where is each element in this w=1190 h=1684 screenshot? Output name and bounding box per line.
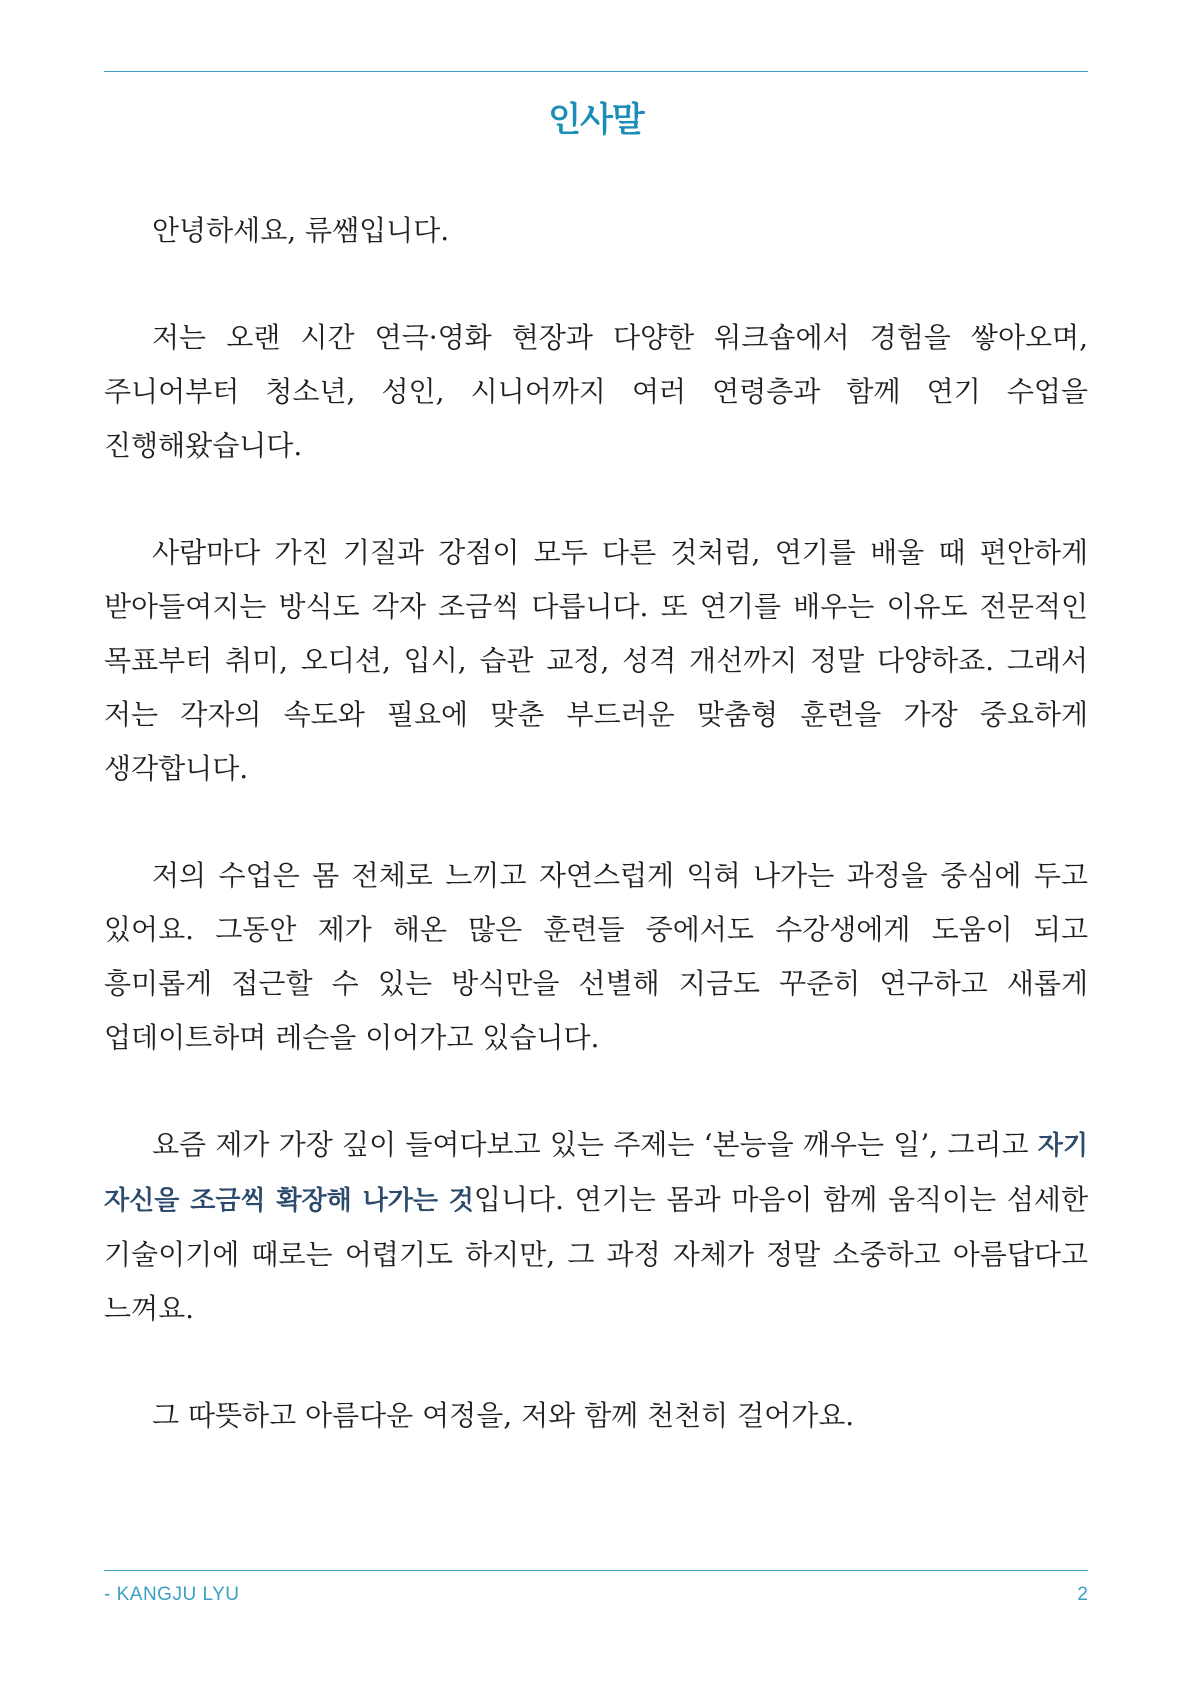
page-title: 인사말: [548, 100, 644, 140]
footer-author: - KANGJU LYU: [104, 1584, 240, 1605]
paragraph-greeting: 안녕하세요, 류쌤입니다.: [152, 214, 450, 247]
paragraph-experience: 저는 오랜 시간 연극·영화 현장과 다양한 워크숍에서 경험을 쌓아오며, 주니어부터 청소년, 성인, 시니어까지 여러 연령층과 함께 연기 수업을 진행해왔습니다.: [104, 321, 1088, 462]
header-divider: [104, 71, 1088, 72]
paragraph-current-focus: [104, 1118, 1088, 1336]
paragraph-class-method: 저의 수업은 몸 전체로 느끼고 자연스럽게 익혀 나가는 과정을 중심에 두고 있어요. 그동안 제가 해온 많은 훈련들 중에서도 수강생에게 도움이 되고 흥미롭게 접근할 수 있는 방식만을 선별해 지금도 꾸준히 연구하고 새롭게 업데이트하며 레슨을 이어가고 있습니다.: [104, 859, 1089, 1054]
greeting-body: [104, 204, 1088, 1496]
footer-divider: [104, 1570, 1088, 1571]
focus-text-after: 입니다. 연기는 몸과 마음이 함께 움직이는 섬세한 기술이기에 때로는 어렵기도 하지만, 그 과정 자체가 정말 소중하고 아름답다고 느껴요.: [104, 1183, 1088, 1325]
focus-text-before: 요즘 제가 가장 깊이 들여다보고 있는 주제는 ‘본능을 깨우는 일’, 그리고: [152, 1128, 1038, 1161]
paragraph-closing: 그 따뜻하고 아름다운 여정을, 저와 함께 천천히 걸어가요.: [152, 1399, 855, 1432]
paragraph-approach: 사람마다 가진 기질과 강점이 모두 다른 것처럼, 연기를 배울 때 편안하게 받아들여지는 방식도 각자 조금씩 다릅니다. 또 연기를 배우는 이유도 전문적인 목표부터 취미, 오디션, 입시, 습관 교정, 성격 개선까지 정말 다양하죠. 그래서 저는 각자의 속도와 필요에 맞춘 부드러운 맞춤형 훈련을 가장 중요하게 생각합니다.: [104, 536, 1088, 785]
focus-emphasis: 자기 자신을 조금씩 확장해 나가는 것: [104, 1131, 1088, 1216]
page-number: 2: [1077, 1584, 1088, 1605]
